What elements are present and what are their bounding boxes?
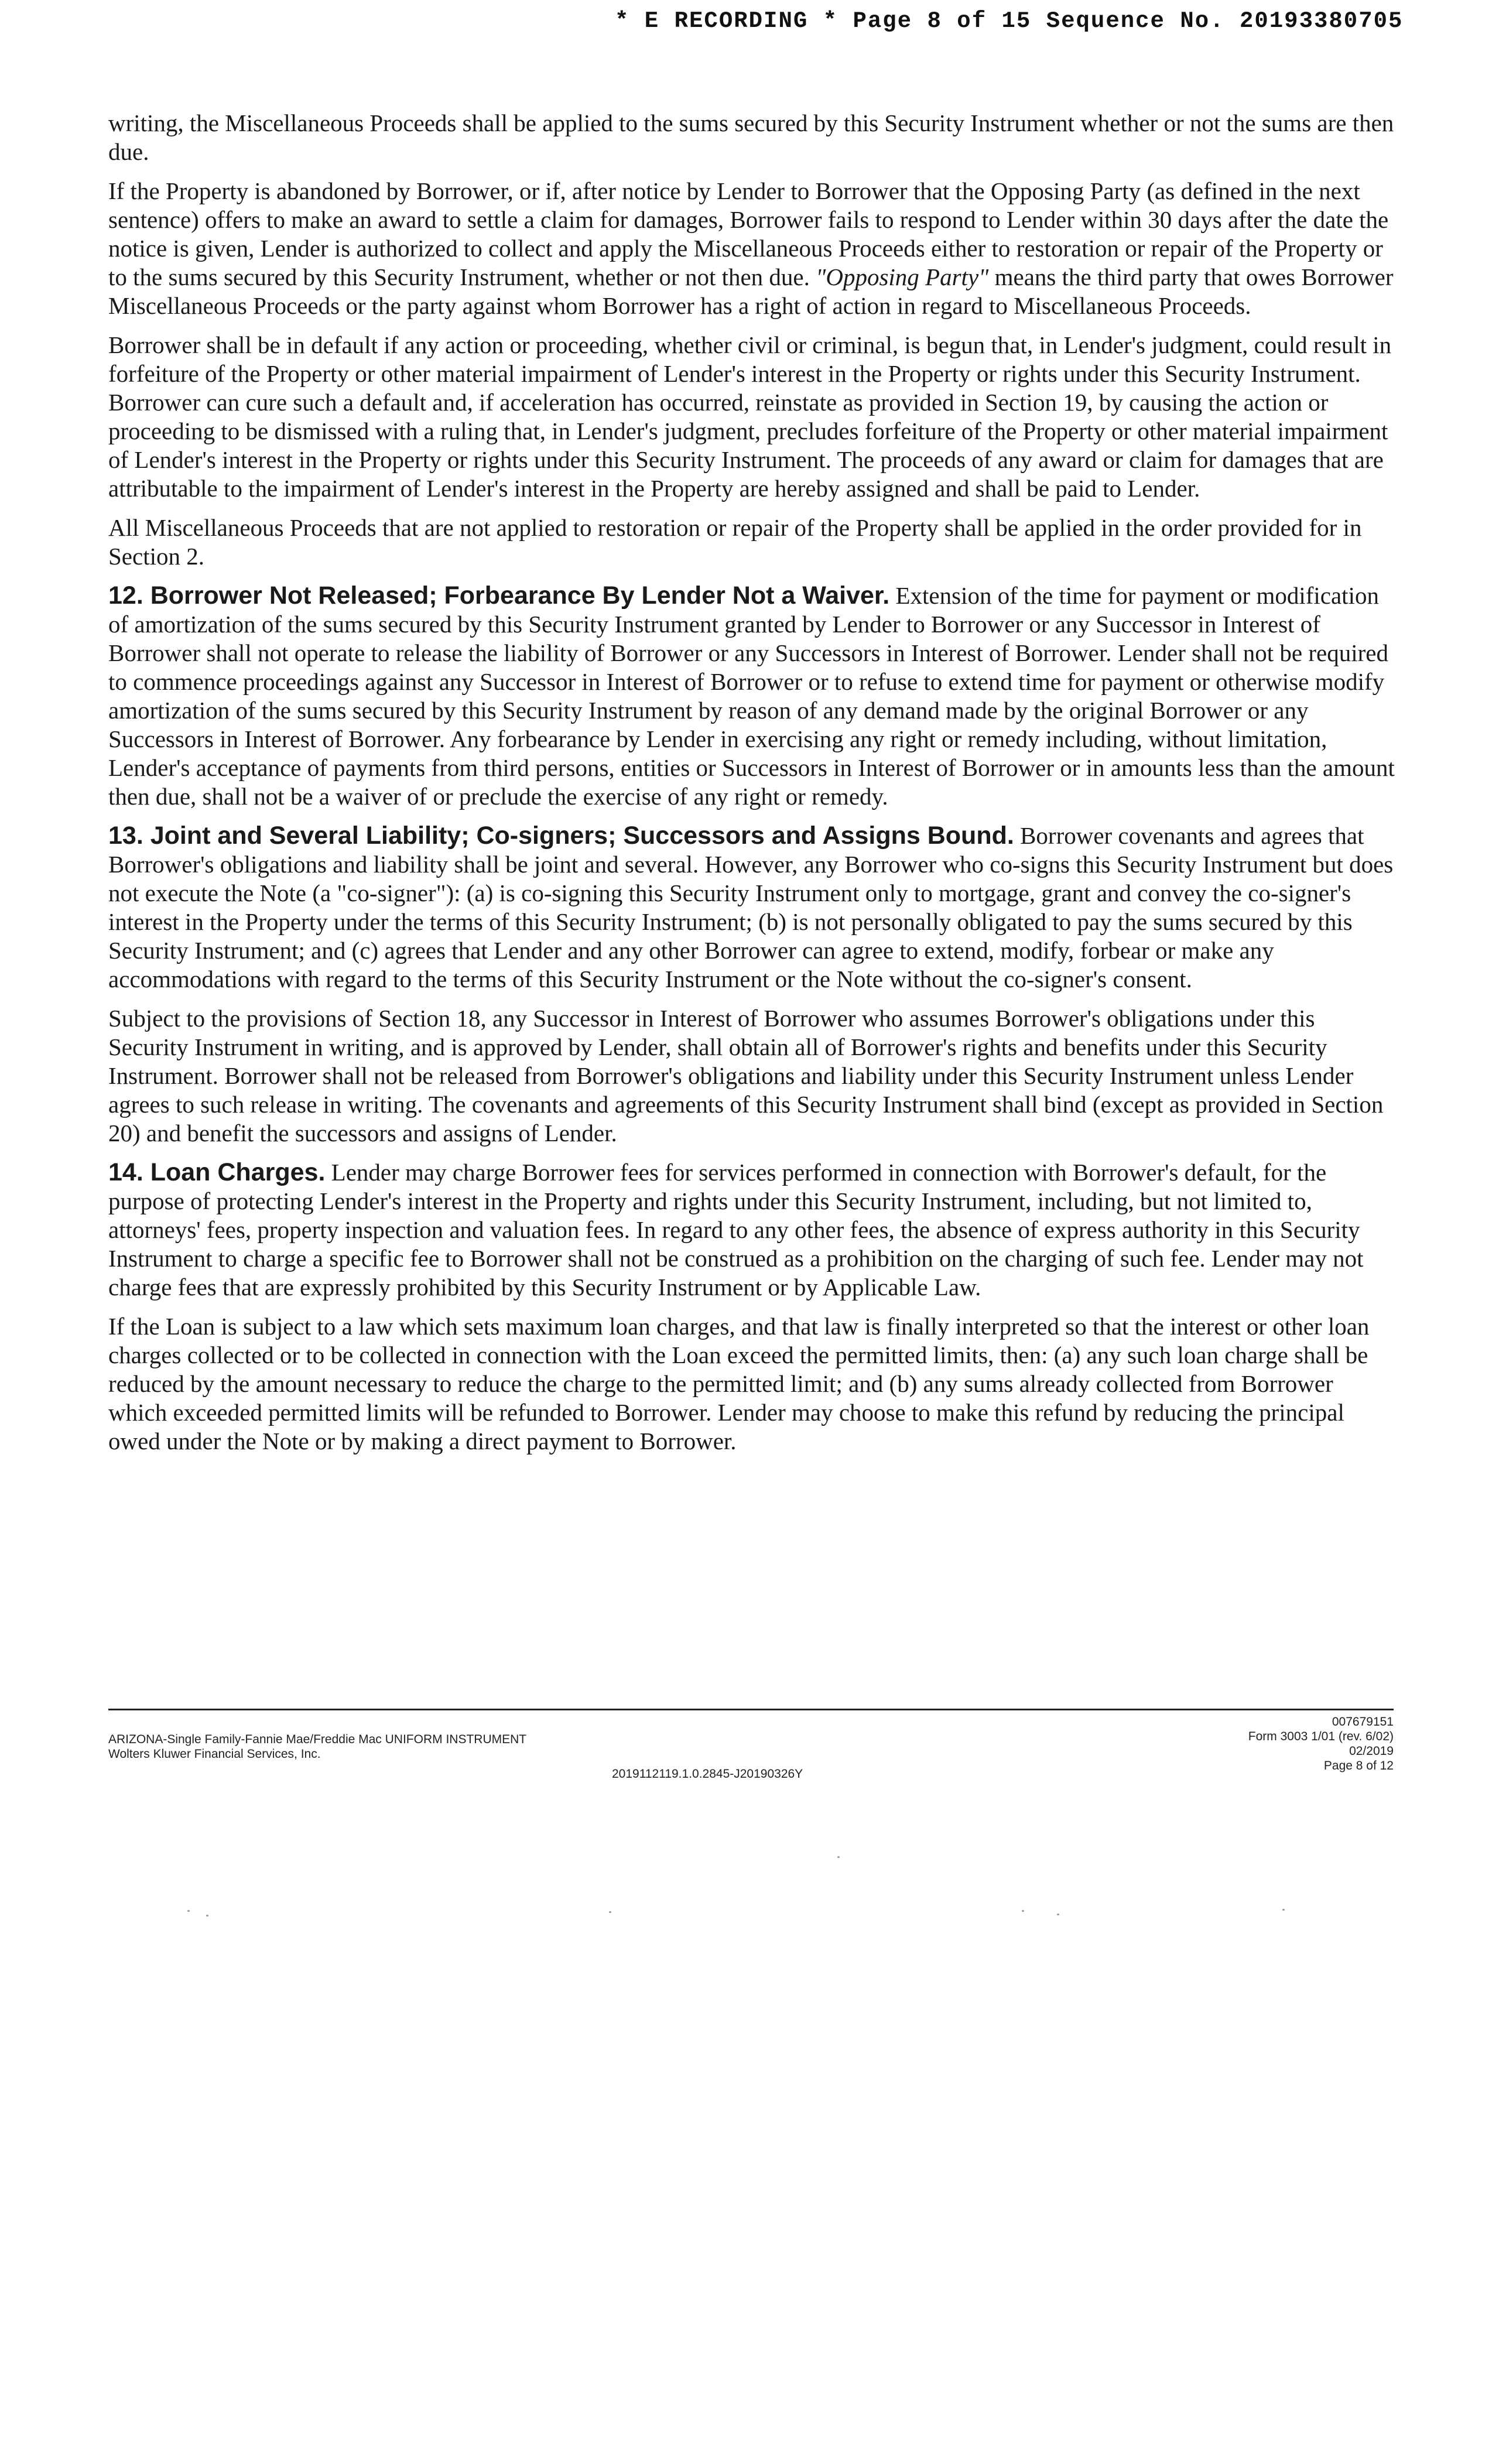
opposing-party-definition: means the third party that owes Borrower Miscellaneous Proceeds or the party against whom Borrower has a right of action in regard to Miscellaneous Proceeds.	[108, 263, 1394, 319]
footer-publisher: Wolters Kluwer Financial Services, Inc.	[108, 1747, 321, 1761]
section-14-maximum-charges: If the Loan is subject to a law which sets maximum loan charges, and that law is finally interpreted so that the interest or other loan charges collected or to be collected in connection with the Loan exceed the permitted limits, then: (a) any such loan charge shall be reduced by the amount necessary to reduce the charge to the permitted limit; and (b) any sums already collected from Borrower which exceeded permitted limits will be refunded to Borrower. Lender may choose to make this refund by reducing the principal owed under the Note or by making a direct payment to Borrower.	[108, 1313, 1370, 1455]
footer-loan-number: 007679151	[1332, 1715, 1394, 1729]
footer-form-title: ARIZONA-Single Family-Fannie Mae/Freddie Mac UNIFORM INSTRUMENT	[108, 1733, 527, 1746]
scan-speck	[609, 1911, 611, 1913]
abandoned-property-text: If the Property is abandoned by Borrower, or if, after notice by Lender to Borrower that the Opposing Party (as defined in the next sentence) offers to make an award to settle a claim for damages, Borrower fails to respond to Lender within 30 days after the date the notice is given, Lender is authorized to collect and apply the Miscellaneous Proceeds either to restoration or repair of the Property or to the sums secured by this Security Instrument, whether or not then due.	[108, 177, 1389, 290]
scan-speck	[187, 1910, 190, 1912]
section-14-body: Lender may charge Borrower fees for services performed in connection with Borrower's default, for the purpose of protecting Lender's interest in the Property and rights under this Security Instrument, including, but not limited to, attorneys' fees, property inspection and valuation fees. In regard to any other fees, the absence of express authority in this Security Instrument to charge a specific fee to Borrower shall not be construed as a prohibition on the charging of such fee. Lender may not charge fees that are expressly prohibited by this Security Instrument or by Applicable Law.	[108, 1159, 1364, 1301]
scan-speck	[1282, 1909, 1285, 1911]
scan-speck	[1057, 1914, 1059, 1915]
footer-page-info	[1248, 1714, 1394, 1773]
opposing-party-term: "Opposing Party"	[816, 263, 989, 290]
paragraph-abandoned-property	[108, 177, 1397, 320]
paragraph-borrower-default: Borrower shall be in default if any action or proceeding, whether civil or criminal, is begun that, in Lender's judgment, could result in forfeiture of the Property or other material impairment of Lender's interest in the Property or rights under this Security Instrument. Borrower can cure such a default and, if acceleration has occurred, reinstate as provided in Section 19, by causing the action or proceeding to be dismissed with a ruling that, in Lender's judgment, precludes forfeiture of the Property or other material impairment of Lender's interest in the Property or rights under this Security Instrument. The proceeds of any award or claim for damages that are attributable to the impairment of Lender's interest in the Property are hereby assigned and shall be paid to Lender.	[108, 331, 1392, 502]
footer-date: 02/2019	[1349, 1744, 1394, 1758]
section-13	[108, 822, 1397, 994]
paragraph-miscellaneous-proceeds-continued: writing, the Miscellaneous Proceeds shall be applied to the sums secured by this Security Instrument whether or not the sums are then due.	[108, 109, 1394, 165]
section-12-heading: 12. Borrower Not Released; Forbearance By Lender Not a Waiver.	[108, 581, 890, 610]
paragraph-unapplied-proceeds: All Miscellaneous Proceeds that are not applied to restoration or repair of the Property shall be applied in the order provided for in Section 2.	[108, 514, 1362, 570]
recording-stamp: * E RECORDING * Page 8 of 15 Sequence No. 20193380705	[615, 8, 1404, 34]
footer-doc-code: 2019112119.1.0.2845-J20190326Y	[612, 1767, 803, 1781]
footer-form-info	[108, 1732, 526, 1761]
section-12-body: Extension of the time for payment or modification of amortization of the sums secured by this Security Instrument granted by Lender to Borrower or any Successor in Interest of Borrower shall not operate to release the liability of Borrower or any Successors in Interest of Borrower. Lender shall not be required to commence proceedings against any Successor in Interest of Borrower or to refuse to extend time for payment or otherwise modify amortization of the sums secured by this Security Instrument by reason of any demand made by the original Borrower or any Successors in Interest of Borrower. Any forbearance by Lender in exercising any right or remedy including, without limitation, Lender's acceptance of payments from third persons, entities or Successors in Interest of Borrower or in amounts less than the amount then due, shall not be a waiver of or preclude the exercise of any right or remedy.	[108, 582, 1395, 810]
scan-speck	[837, 1856, 840, 1858]
section-14-heading: 14. Loan Charges.	[108, 1158, 326, 1186]
document-body	[108, 109, 1397, 1466]
scan-speck	[206, 1915, 208, 1917]
page-footer	[108, 1714, 1394, 1796]
section-13-successors: Subject to the provisions of Section 18, any Successor in Interest of Borrower who assumes Borrower's obligations under this Security Instrument in writing, and is approved by Lender, shall obtain all of Borrower's rights and benefits under this Security Instrument. Borrower shall not be released from Borrower's obligations and liability under this Security Instrument unless Lender agrees to such release in writing. The covenants and agreements of this Security Instrument shall bind (except as provided in Section 20) and benefit the successors and assigns of Lender.	[108, 1005, 1384, 1147]
footer-divider	[108, 1709, 1394, 1710]
section-12	[108, 581, 1397, 811]
section-14	[108, 1158, 1397, 1302]
scan-speck	[1022, 1910, 1024, 1912]
footer-page-number: Page 8 of 12	[1323, 1759, 1394, 1772]
section-13-body: Borrower covenants and agrees that Borrower's obligations and liability shall be joint and several. However, any Borrower who co-signs this Security Instrument but does not execute the Note (a "co-signer"): (a) is co-signing this Security Instrument only to mortgage, grant and convey the co-signer's interest in the Property under the terms of this Security Instrument; (b) is not personally obligated to pay the sums secured by this Security Instrument; and (c) agrees that Lender and any other Borrower can agree to extend, modify, forbear or make any accommodations with regard to the terms of this Security Instrument or the Note without the co-signer's consent.	[108, 822, 1394, 993]
section-13-heading: 13. Joint and Several Liability; Co-signers; Successors and Assigns Bound.	[108, 822, 1014, 850]
footer-form-number: Form 3003 1/01 (rev. 6/02)	[1248, 1730, 1394, 1743]
